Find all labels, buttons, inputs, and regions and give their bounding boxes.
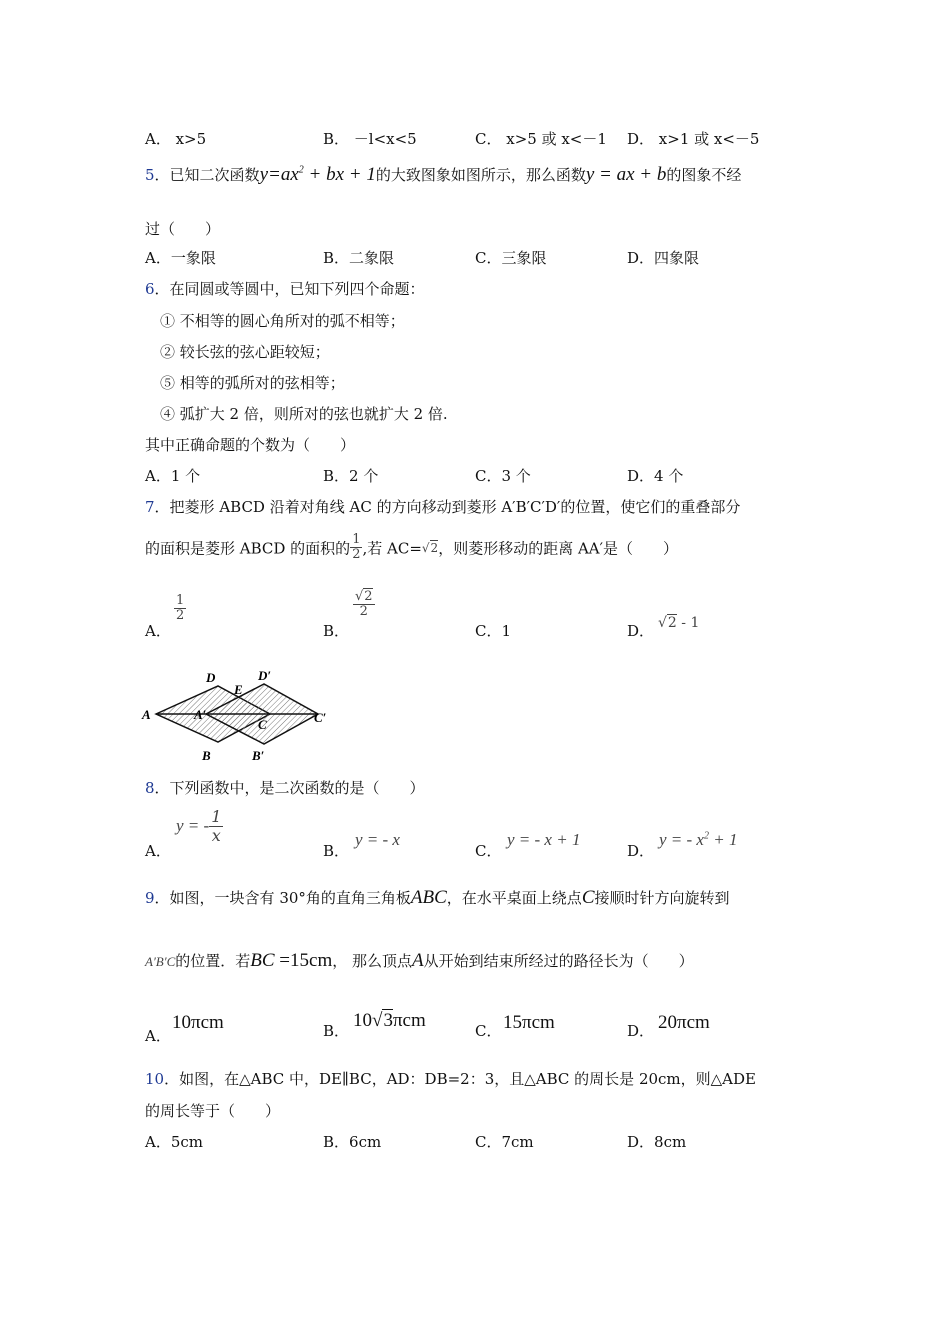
q7-stem-line2 [145, 533, 678, 563]
q9-bc-value: =15cm [274, 950, 333, 971]
q10-option-b: B．6cm [323, 1133, 382, 1151]
label-e: E [234, 682, 243, 697]
q9-number: 9 [145, 889, 155, 907]
q4-option-a: A． x>5 [145, 130, 207, 148]
q6-option-d: D．4 个 [627, 467, 684, 485]
q6-item: ① 不相等的圆心角所对的弧不相等； [160, 312, 405, 330]
q9-option-a-label: A． [145, 1027, 171, 1045]
q9-text: 的位置．若 [175, 952, 251, 970]
q9-option-a-expr: 10πcm [172, 1012, 224, 1033]
q4-option-c: C． x>5 或 x<－1 [475, 130, 607, 148]
q7-stem [145, 496, 740, 517]
q10-option-d: D．8cm [627, 1133, 687, 1151]
q9-point-a: A [412, 950, 424, 971]
q6-item: ② 较长弦的弦心距较短； [160, 343, 330, 361]
q8-text: ．下列函数中，是二次函数的是（ ） [154, 779, 425, 797]
label-a: A [142, 707, 151, 722]
q9-point-c: C [581, 887, 595, 908]
q6-item: ④ 弧扩大 2 倍，则所对的弦也就扩大 2 倍. [160, 405, 448, 423]
q7-rhombus-figure [140, 662, 340, 766]
q7-option-a-fraction: $\frac{1}{2}$ [176, 593, 185, 624]
q4-option-b: B． －l<x<5 [323, 130, 417, 148]
q9-option-b-label: B． [323, 1022, 350, 1040]
q5-option-c: C．三象限 [475, 249, 547, 267]
q5-text: 的图象不经 [666, 166, 742, 184]
q7-text: 的面积是菱形 ABCD 的面积的 [145, 539, 351, 558]
q10-number: 10 [145, 1070, 165, 1088]
q8-number: 8 [145, 779, 155, 797]
q6-question: 其中正确命题的个数为（ ） [145, 436, 356, 454]
q9-text: 从开始到结束所经过的路径长为（ ） [423, 952, 694, 970]
q10-stem [145, 1068, 756, 1089]
q7-option-b-label: B． [323, 622, 350, 640]
q5-option-a: A．一象限 [145, 249, 216, 267]
q8-stem [145, 777, 425, 798]
q7-text: ．把菱形 ABCD 沿着对角线 AC 的方向移动到菱形 A′B′C′D′的位置，使它们的重叠部分 [154, 498, 741, 516]
q9-option-d-expr: 20πcm [658, 1012, 710, 1033]
q4-option-d: D． x>1 或 x<－5 [627, 130, 760, 148]
q7-number: 7 [145, 498, 155, 516]
q8-option-c-label: C． [475, 842, 502, 860]
q6-item: ⑤ 相等的弧所对的弦相等； [160, 374, 345, 392]
q9-triangle-abc: ABC [410, 887, 447, 908]
q9-option-c-expr: 15πcm [503, 1012, 555, 1033]
q9-stem-line2 [145, 950, 694, 972]
q10-option-c: C．7cm [475, 1133, 534, 1151]
q9-option-c-label: C． [475, 1022, 502, 1040]
q6-option-a: A．1 个 [145, 467, 201, 485]
q7-option-b-fraction: $\frac{√2}{2}$ [355, 589, 373, 620]
q7-text: ,若 AC= [362, 539, 422, 558]
q9-triangle-prime: A′B′C [145, 954, 176, 969]
q10-text: ．如图，在△ABC 中，DE∥BC，AD：DB=2：3，且△ABC 的周长是 20cm，则△ADE [164, 1070, 756, 1088]
q7-sqrt: √2 [421, 540, 439, 555]
q5-stem-end: 过（ ） [145, 220, 221, 238]
q8-option-b-expr: y = - x [355, 830, 400, 849]
q7-option-d-expr: √2 - 1 [658, 615, 700, 631]
q6-option-c: C．3 个 [475, 467, 531, 485]
q7-option-c: C．1 [475, 622, 512, 640]
q7-option-a-label: A． [145, 622, 171, 640]
label-d: D [206, 670, 216, 685]
q7-text: ，则菱形移动的距离 AA′是（ ） [438, 539, 679, 558]
q5-linear-formula: y = ax + b [585, 164, 667, 185]
q6-text: ．在同圆或等圆中，已知下列四个命题： [154, 280, 425, 298]
q8-option-a-label: A． [145, 842, 171, 860]
q10-stem-line2: 的周长等于（ ） [145, 1102, 281, 1120]
q9-text: 接顺时针方向旋转到 [594, 889, 730, 907]
q5-stem [145, 164, 741, 186]
q6-option-b: B．2 个 [323, 467, 379, 485]
q5-option-b: B．二象限 [323, 249, 395, 267]
label-b: B [202, 748, 211, 763]
q7-fraction: $\frac{1}{2}$ [352, 532, 361, 563]
label-c: C [258, 717, 267, 732]
q5-option-d: D．四象限 [627, 249, 700, 267]
q6-stem [145, 278, 425, 299]
q9-option-d-label: D． [627, 1022, 655, 1040]
q8-option-d-expr: y = - $x^2 + 1$ [659, 830, 738, 849]
q5-quadratic-formula: $y=ax^2$ + bx + 1 [259, 164, 376, 185]
q6-number: 6 [145, 280, 155, 298]
q8-option-d-label: D． [627, 842, 655, 860]
label-d-prime: D′ [258, 668, 272, 683]
label-a-prime: A′ [194, 707, 207, 722]
q8-option-b-label: B． [323, 842, 350, 860]
q9-text: ，在水平桌面上绕点 [446, 889, 582, 907]
label-b-prime: B′ [252, 748, 265, 763]
q9-option-b-expr: 10√3πcm [353, 1010, 426, 1031]
q5-number: 5 [145, 166, 155, 184]
q9-text: ， 那么顶点 [332, 952, 413, 970]
label-c-prime: C′ [314, 710, 327, 725]
q8-option-c-expr: y = - x + 1 [507, 830, 581, 849]
q9-stem [145, 887, 730, 909]
q9-bc: BC [250, 950, 275, 971]
q10-option-a: A．5cm [145, 1133, 204, 1151]
q9-text: ．如图，一块含有 30°角的直角三角板 [154, 889, 411, 907]
q8-option-a-expr: y = - $\frac{1}{x}$ [176, 807, 222, 845]
q5-text: ．已知二次函数 [154, 166, 260, 184]
q5-text: 的大致图象如图所示，那么函数 [375, 166, 586, 184]
q7-option-d-label: D． [627, 622, 655, 640]
